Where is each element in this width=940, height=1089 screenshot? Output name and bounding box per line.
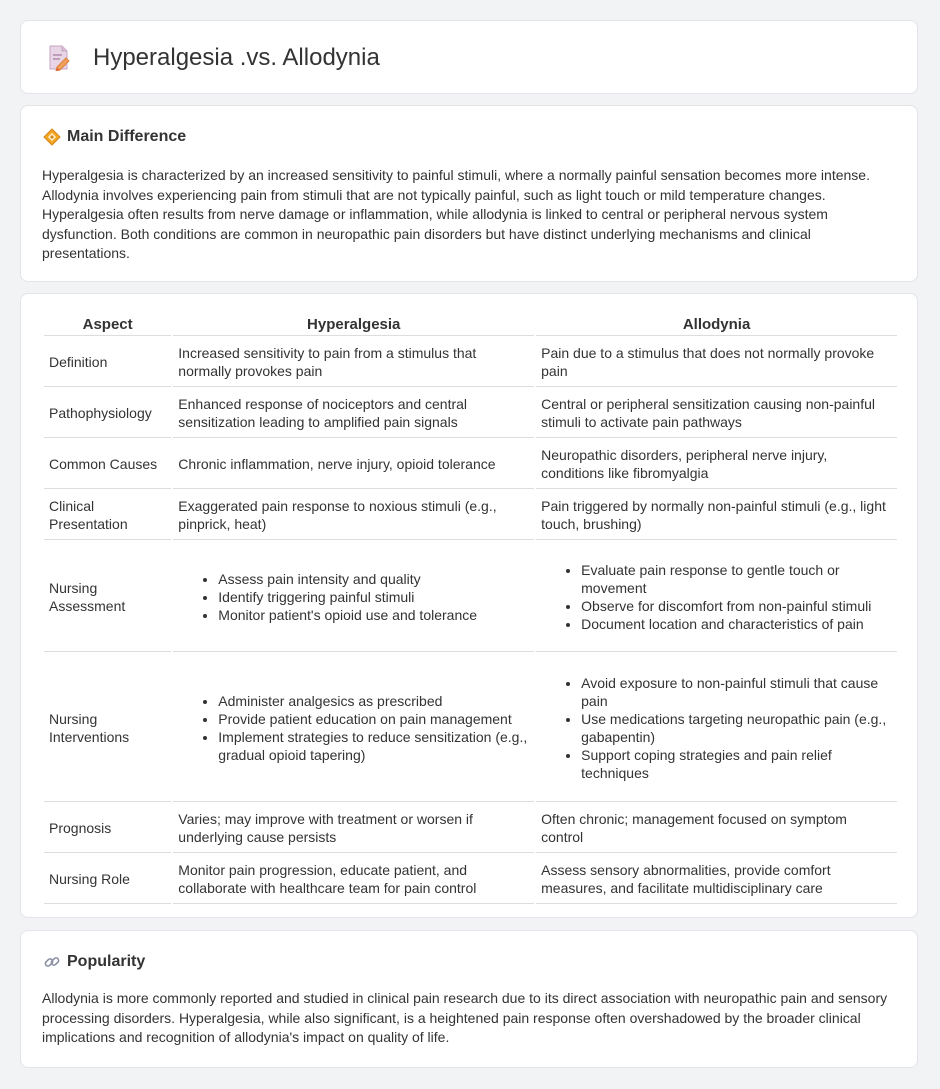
aspect-cell: Nursing Assessment <box>44 542 171 652</box>
main-difference-heading <box>43 126 186 148</box>
document-edit-icon <box>47 45 71 71</box>
page-title: Hyperalgesia .vs. Allodynia <box>93 44 380 71</box>
table-row <box>44 491 897 540</box>
table-row <box>44 542 897 652</box>
column-header: Allodynia <box>536 312 897 336</box>
main-difference-title: Main Difference <box>67 128 187 145</box>
allodynia-cell: Assess sensory abnormalities, provide comfort measures, and facilitate multidisciplinary care <box>536 855 897 904</box>
allodynia-cell <box>536 654 897 802</box>
comparison-table <box>42 310 899 906</box>
table-row <box>44 440 897 489</box>
popularity-card <box>20 930 918 1068</box>
main-difference-text: Hyperalgesia is characterized by an increased sensitivity to painful stimuli, where a normally painful sensation becomes more intense. Allodynia involves experiencing pain from stimuli that are not typically painful, such as light touch or mild temperature changes. Hyperalgesia often results from nerve damage or inflammation, while allodynia is linked to central or peripheral nervous system dysfunction. Both conditions are common in neuropathic pain disorders but have distinct underlying mechanisms and clinical presentations. <box>42 167 870 261</box>
list-item: • Monitor patient's opioid use and tolerance <box>218 606 529 624</box>
allodynia-cell: Central or peripheral sensitization causing non-painful stimuli to activate pain pathways <box>536 389 897 438</box>
allodynia-cell: Neuropathic disorders, peripheral nerve injury, conditions like fibromyalgia <box>536 440 897 489</box>
hyperalgesia-cell: Enhanced response of nociceptors and central sensitization leading to amplified pain signals <box>173 389 534 438</box>
list-item: • Document location and characteristics of pain <box>581 615 892 633</box>
allodynia-cell: Pain due to a stimulus that does not normally provoke pain <box>536 338 897 387</box>
popularity-text: Allodynia is more commonly reported and studied in clinical pain research due to its direct association with neuropathic pain and sensory processing disorders. Hyperalgesia, while also significant, is a heightened pain response often overshadowed by the broader clinical implications and recognition of allodynia's impact on quality of life. <box>42 990 888 1045</box>
table-header-row <box>44 312 897 336</box>
list-item: • Provide patient education on pain management <box>218 710 529 728</box>
table-row <box>44 338 897 387</box>
aspect-cell: Pathophysiology <box>44 389 171 438</box>
allodynia-cell: Pain triggered by normally non-painful stimuli (e.g., light touch, brushing) <box>536 491 897 540</box>
table-row <box>44 804 897 853</box>
popularity-title: Popularity <box>67 953 146 970</box>
list-item: • Observe for discomfort from non-painful stimuli <box>581 597 892 615</box>
hyperalgesia-cell <box>173 542 534 652</box>
list-item: • Implement strategies to reduce sensitization (e.g., gradual opioid tapering) <box>218 728 529 764</box>
comparison-table-card <box>20 293 918 918</box>
main-difference-card <box>20 105 918 282</box>
aspect-cell: Nursing Role <box>44 855 171 904</box>
table-row <box>44 855 897 904</box>
hyperalgesia-cell <box>173 654 534 802</box>
aspect-cell: Nursing Interventions <box>44 654 171 802</box>
hyperalgesia-cell: Monitor pain progression, educate patient, and collaborate with healthcare team for pain control <box>173 855 534 904</box>
allodynia-cell: Often chronic; management focused on symptom control <box>536 804 897 853</box>
link-icon <box>43 953 61 971</box>
hyperalgesia-cell: Increased sensitivity to pain from a stimulus that normally provokes pain <box>173 338 534 387</box>
diamond-icon <box>43 128 61 146</box>
column-header: Hyperalgesia <box>173 312 534 336</box>
hyperalgesia-cell: Chronic inflammation, nerve injury, opioid tolerance <box>173 440 534 489</box>
hyperalgesia-list <box>178 692 529 764</box>
list-item: • Evaluate pain response to gentle touch or movement <box>581 561 892 597</box>
aspect-cell: Clinical Presentation <box>44 491 171 540</box>
list-item: • Support coping strategies and pain relief techniques <box>581 746 892 782</box>
allodynia-list <box>541 674 892 782</box>
header-card <box>20 20 918 94</box>
hyperalgesia-list <box>178 570 529 624</box>
list-item: • Administer analgesics as prescribed <box>218 692 529 710</box>
popularity-heading <box>43 951 145 973</box>
list-item: • Identify triggering painful stimuli <box>218 588 529 606</box>
aspect-cell: Common Causes <box>44 440 171 489</box>
column-header: Aspect <box>44 312 171 336</box>
list-item: • Use medications targeting neuropathic pain (e.g., gabapentin) <box>581 710 892 746</box>
table-row <box>44 654 897 802</box>
list-item: • Avoid exposure to non-painful stimuli that cause pain <box>581 674 892 710</box>
aspect-cell: Prognosis <box>44 804 171 853</box>
aspect-cell: Definition <box>44 338 171 387</box>
table-row <box>44 389 897 438</box>
hyperalgesia-cell: Varies; may improve with treatment or worsen if underlying cause persists <box>173 804 534 853</box>
list-item: • Assess pain intensity and quality <box>218 570 529 588</box>
hyperalgesia-cell: Exaggerated pain response to noxious stimuli (e.g., pinprick, heat) <box>173 491 534 540</box>
allodynia-cell <box>536 542 897 652</box>
allodynia-list <box>541 561 892 633</box>
